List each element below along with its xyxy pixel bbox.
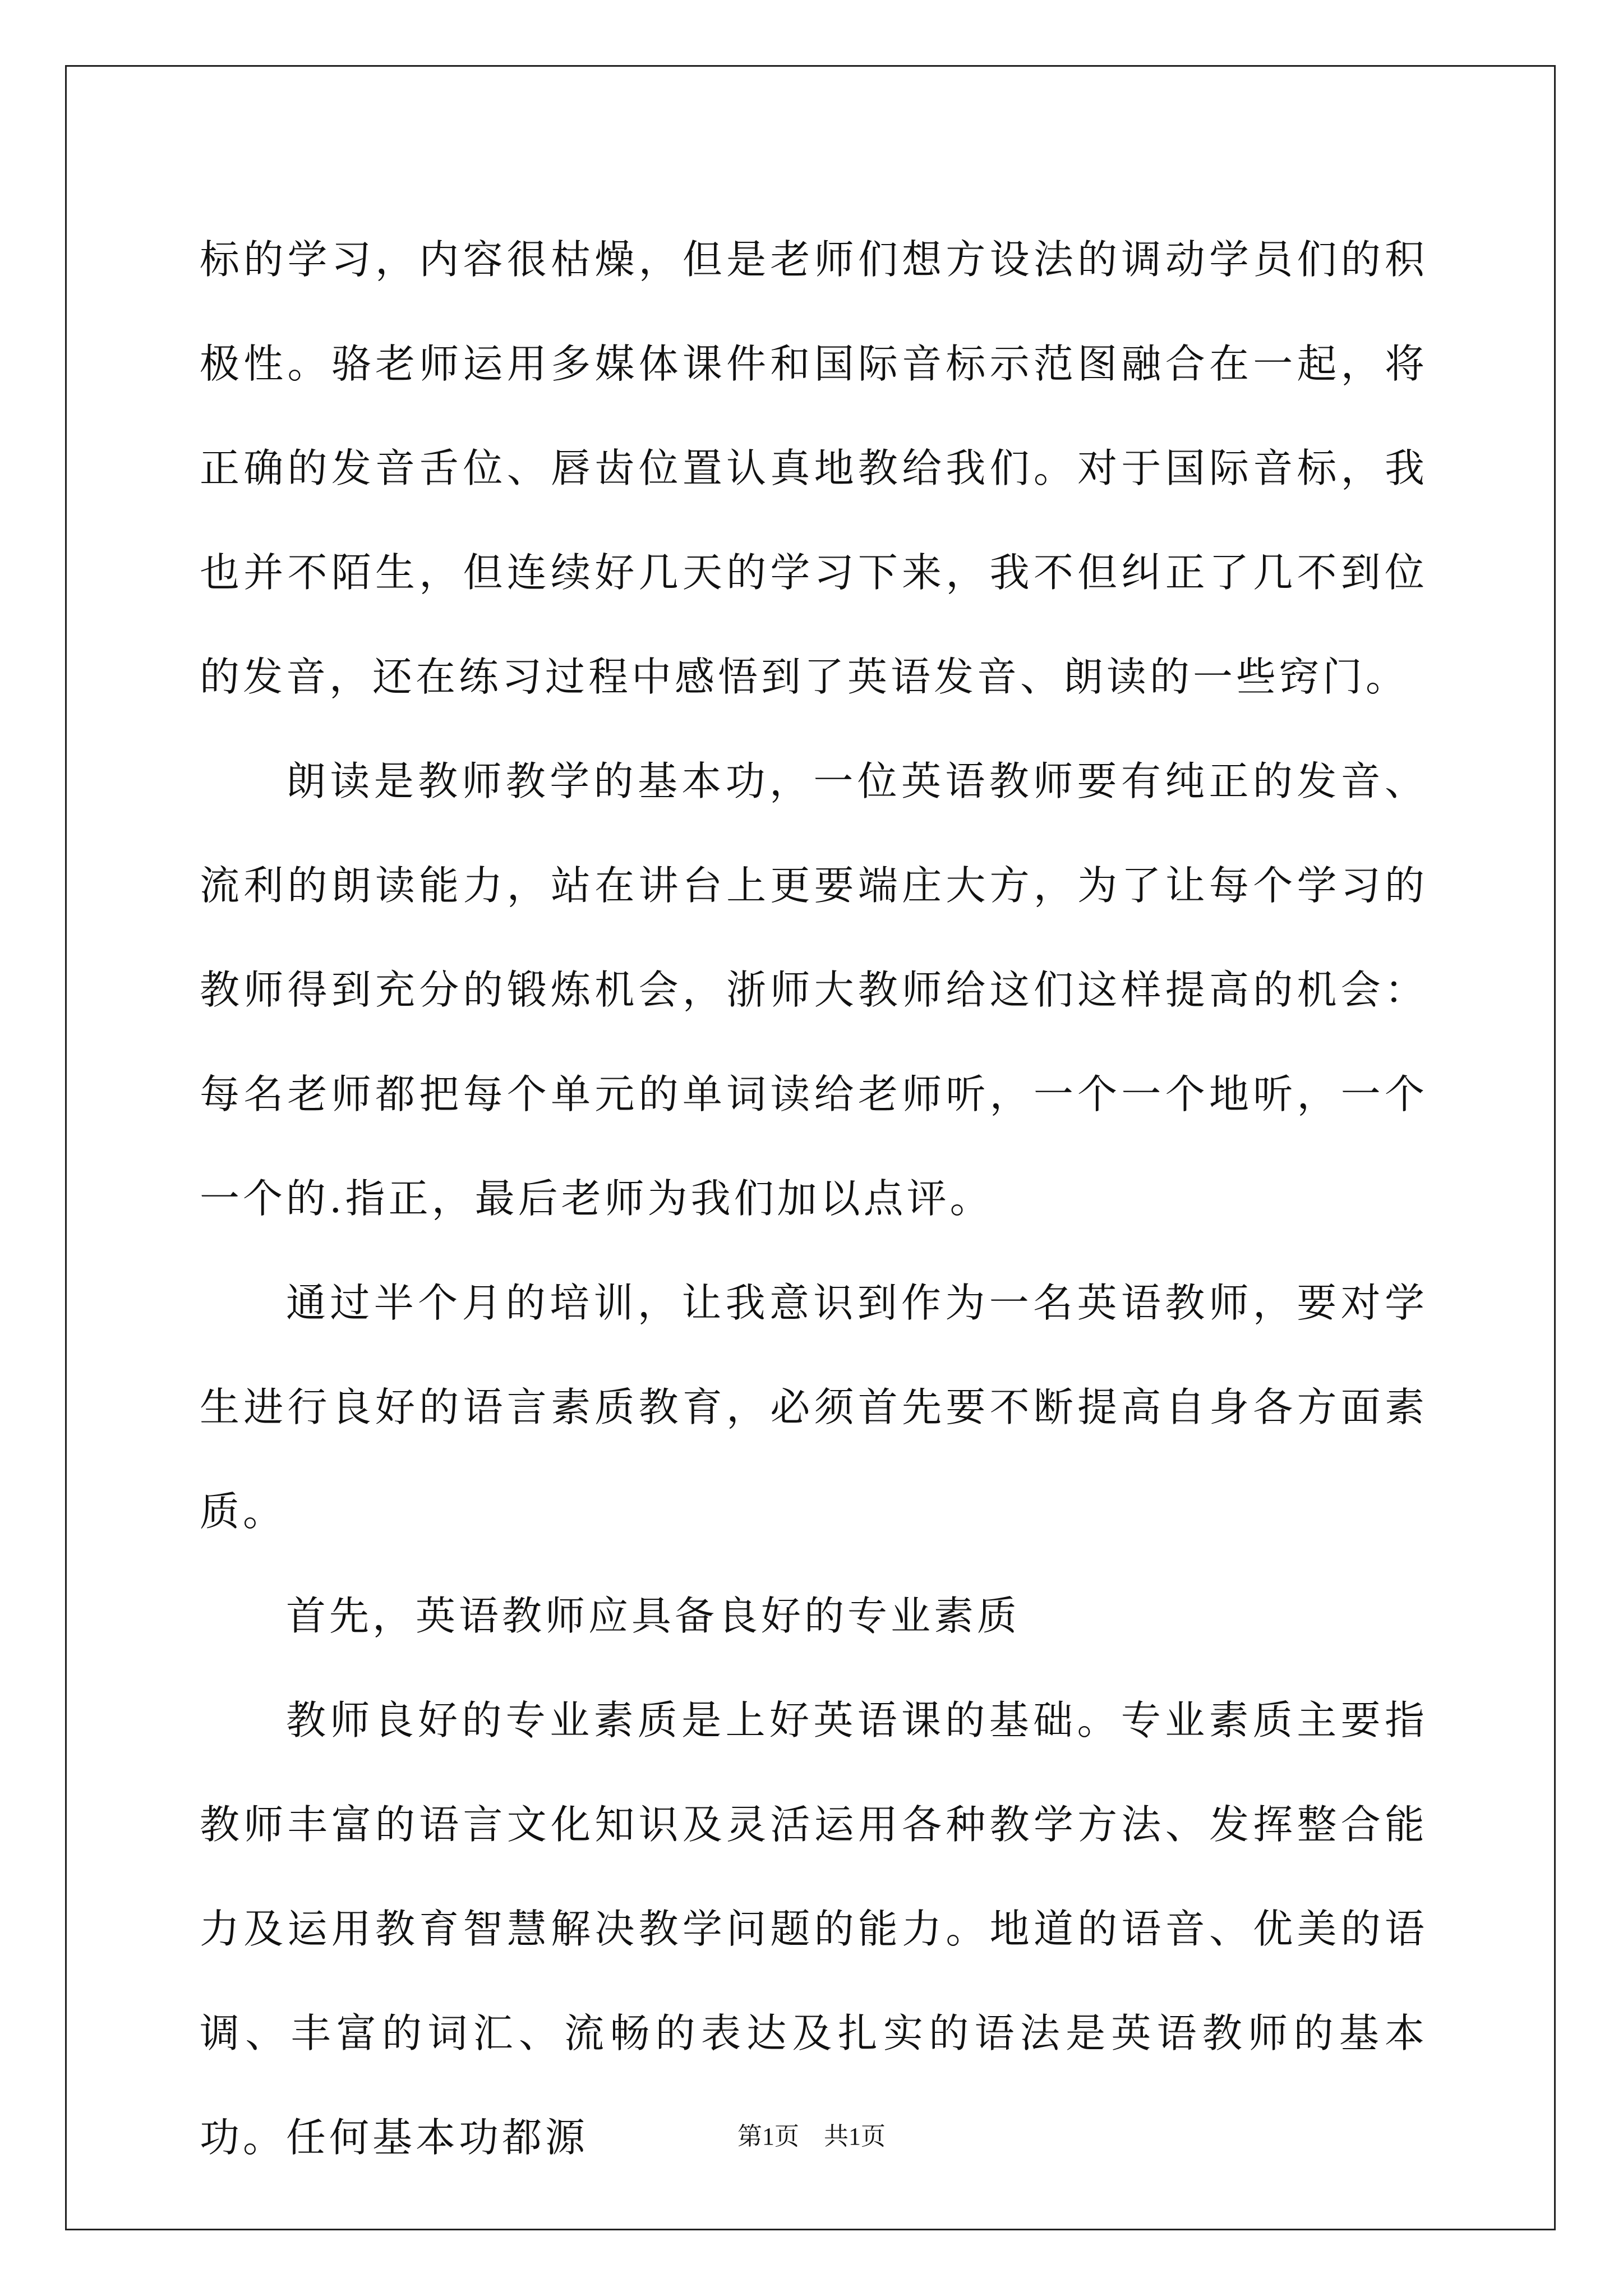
paragraph-3: 通过半个月的培训，让我意识到作为一名英语教师，要对学生进行良好的语言素质教育，必须首先要不断提高自身各方面素质。 bbox=[200, 1280, 1428, 1535]
page-number-footer: 第1页 共1页 bbox=[737, 2123, 886, 2150]
document-body bbox=[200, 208, 1428, 2190]
paragraph-1: 标的学习，内容很枯燥，但是老师们想方设法的调动学员们的积极性。骆老师运用多媒体课件和国际音标示范图融合在一起，将正确的发音舌位、唇齿位置认真地教给我们。对于国际音标，我也并不陌生，但连续好几天的学习下来，我不但纠正了几不到位的发音，还在练习过程中感悟到了英语发音、朗读的一些窍门。 bbox=[200, 236, 1428, 700]
section-heading: 首先，英语教师应具备良好的专业素质 bbox=[286, 1593, 1021, 1639]
paragraph-4: 教师良好的专业素质是上好英语课的基础。专业素质主要指教师丰富的语言文化知识及灵活运用各种教学方法、发挥整合能力及运用教育智慧解决教学问题的能力。地道的语音、优美的语调、丰富的词汇、流畅的表达及扎实的语法是英语教师的基本功。任何基本功都源 bbox=[200, 1697, 1428, 2161]
paragraph-2: 朗读是教师教学的基本功，一位英语教师要有纯正的发音、流利的朗读能力，站在讲台上更要端庄大方，为了让每个学习的教师得到充分的锻炼机会，浙师大教师给这们这样提高的机会：每名老师都把每个单元的单词读给老师听，一个一个地听，一个一个的.指正，最后老师为我们加以点评。 bbox=[200, 758, 1428, 1222]
